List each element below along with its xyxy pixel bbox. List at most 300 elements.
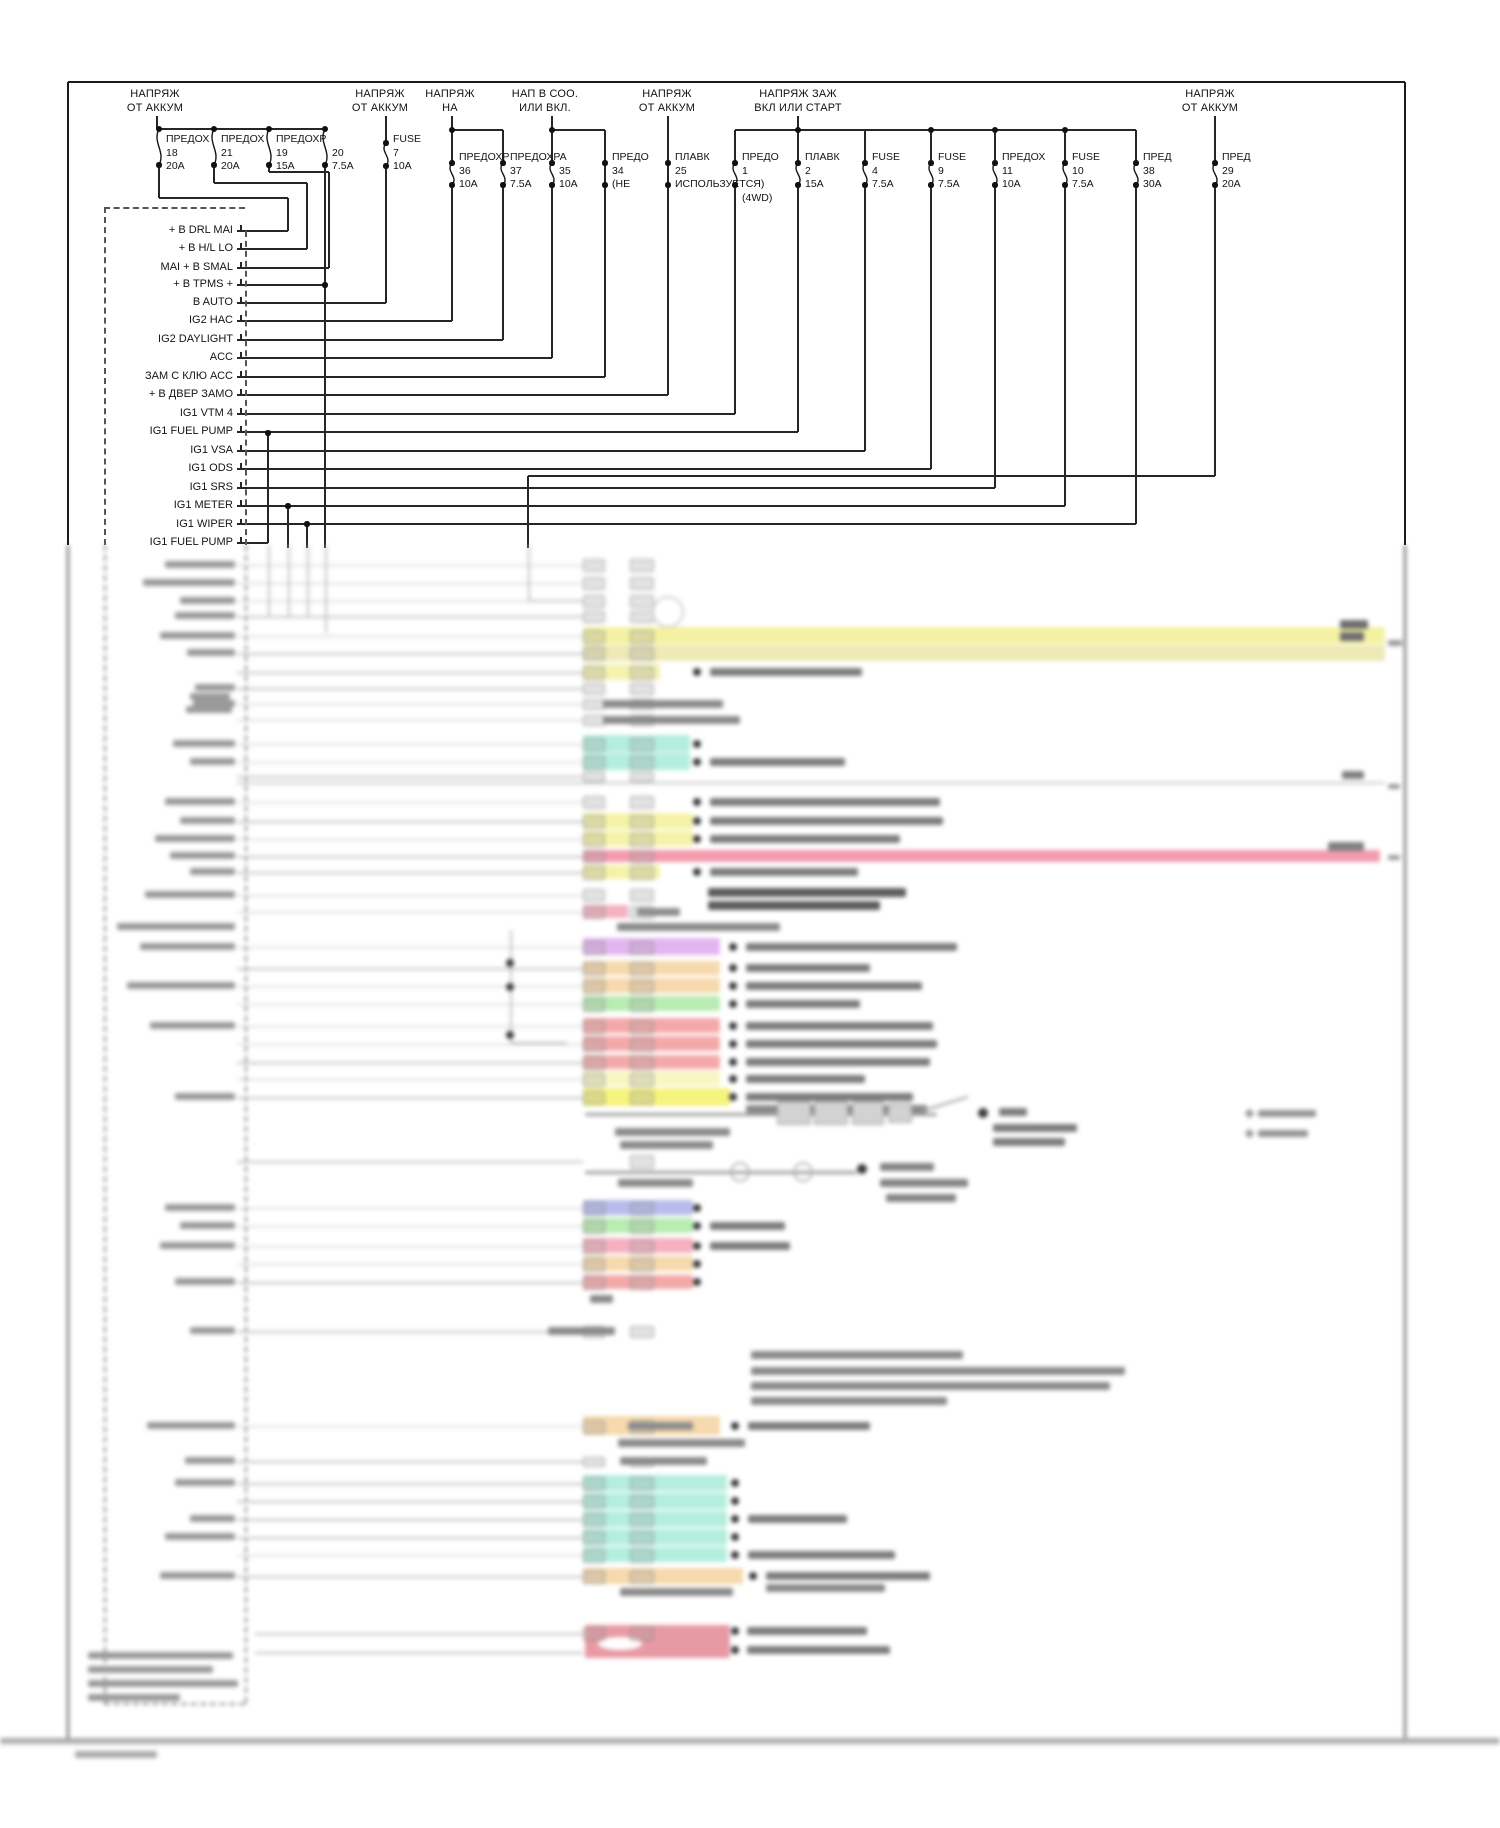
connector-pin-box — [630, 962, 654, 976]
connector-pin-box — [583, 1549, 605, 1563]
pin-label-tick — [240, 297, 242, 303]
blur-junction-line — [585, 1113, 937, 1116]
connector-pin-box — [630, 1326, 654, 1338]
connector-pin-box — [583, 738, 605, 752]
wire-segment — [797, 130, 799, 163]
fuse-label: 10A — [1002, 178, 1021, 190]
fuse-label: FUSE — [938, 151, 967, 163]
blur-pin-label — [175, 1093, 235, 1100]
blur-footer-text — [88, 1666, 213, 1673]
connector-pin-box — [630, 1056, 654, 1070]
wire-segment — [237, 487, 995, 489]
connector-pin-box — [583, 1091, 605, 1105]
blur-wire-v — [528, 545, 530, 600]
fuse-label: 34 — [612, 164, 624, 177]
wire-segment — [994, 185, 996, 488]
blur-pin-label — [190, 1515, 235, 1522]
connector-pin-box — [583, 866, 605, 880]
wire-segment — [734, 185, 736, 414]
blur-wire — [237, 1226, 583, 1228]
blur-wire — [237, 1079, 583, 1081]
blur-text-bar — [710, 668, 862, 676]
blur-end-label — [1388, 640, 1402, 646]
bus-node-dot — [211, 126, 217, 132]
fuse-terminal-dot — [549, 182, 554, 187]
connector-pin-box — [630, 866, 654, 880]
wire-segment — [864, 185, 866, 451]
frame-left — [67, 82, 70, 545]
fuse-label: 10A — [459, 178, 478, 190]
blur-wire — [237, 1062, 583, 1064]
fuse-terminal-dot — [211, 162, 216, 167]
connector-pin-box — [583, 715, 605, 726]
connector-pin-box — [630, 1258, 654, 1272]
blur-text-bar — [618, 1439, 745, 1447]
blur-pin-label — [160, 1242, 235, 1249]
supply-header-line2: НА — [442, 101, 458, 114]
wire-segment — [734, 130, 736, 163]
blur-junction-dot — [749, 1572, 757, 1580]
connector-pin-box — [630, 1220, 654, 1234]
connector-pin-box — [630, 1495, 654, 1509]
frame-right — [1404, 82, 1407, 545]
pin-label-tick — [240, 279, 242, 285]
fuse-terminal-dot — [500, 182, 505, 187]
connector-pin-box — [583, 683, 605, 695]
wire-segment — [306, 183, 308, 249]
blur-connector-symbol — [814, 1101, 848, 1125]
fuse-label: 20A — [166, 160, 185, 172]
wire-segment — [237, 505, 1065, 507]
supply-header-line1: НАПРЯЖ ЗАЖ — [759, 88, 837, 100]
connector-pin-box — [583, 906, 605, 919]
blur-junction-dot — [693, 668, 701, 676]
bus-node-dot — [795, 127, 801, 133]
blur-junction-dot — [729, 1093, 737, 1101]
blur-wire — [237, 1537, 583, 1539]
pin-label: ACC — [209, 351, 233, 363]
connector-pin-box — [630, 1477, 654, 1491]
supply-header-line2: ОТ АККУМ — [126, 101, 184, 114]
fuse-terminal-dot — [1133, 182, 1138, 187]
fuse-label: 7.5A — [872, 178, 894, 190]
dashed-box-top — [104, 207, 245, 209]
connector-pin-box — [630, 1073, 654, 1087]
blur-text-bar — [886, 1194, 956, 1202]
connector-pin-box — [583, 1056, 605, 1070]
wire-segment — [1214, 185, 1216, 476]
blur-text-bar — [710, 817, 943, 825]
blur-junction-dot — [693, 817, 701, 825]
wire-segment — [797, 185, 799, 432]
fuse-label: 1 — [742, 164, 748, 177]
blur-inline-label — [637, 908, 680, 916]
fuse-label: 7.5A — [938, 178, 960, 190]
pin-label: IG2 DAYLIGHT — [158, 333, 233, 345]
blur-diagonal-wire — [922, 1096, 968, 1112]
fuse-terminal-dot — [322, 282, 327, 287]
blur-wire — [237, 856, 583, 858]
connector-pin-box — [583, 756, 605, 770]
connector-pin-box — [630, 980, 654, 994]
blur-end-label — [1388, 855, 1400, 860]
pin-label: IG1 VTM 4 — [179, 407, 233, 419]
fuse-label: (4WD) — [742, 192, 773, 204]
connector-pin-box — [630, 1276, 654, 1290]
fuse-terminal-dot — [602, 160, 607, 165]
pin-label-tick — [240, 426, 242, 432]
fuse-label: 37 — [510, 164, 522, 177]
wire-segment — [237, 376, 605, 378]
fuse-terminal-dot — [665, 160, 670, 165]
frame-left-blur — [67, 545, 70, 1738]
blur-text-bar — [766, 1584, 885, 1592]
supply-header-line1: НАПРЯЖ — [355, 88, 405, 100]
wire-segment — [930, 185, 932, 469]
wire-segment — [237, 357, 552, 359]
connector-pin-box — [583, 1073, 605, 1087]
wire-segment — [452, 129, 503, 131]
blur-footer-text — [88, 1680, 238, 1687]
legend-diamond-icon — [1245, 1129, 1255, 1139]
fuse-terminal-dot — [992, 182, 997, 187]
fuse-label: 19 — [276, 146, 288, 159]
blur-junction-dot — [693, 1204, 701, 1212]
bus-node-dot — [928, 127, 934, 133]
pin-label: IG1 VSA — [190, 444, 233, 456]
blur-text-bar — [880, 1163, 934, 1171]
connector-pin-box — [630, 889, 654, 902]
wire-segment — [604, 130, 606, 163]
fuse-label: 7.5A — [510, 178, 532, 190]
blur-pin-label — [187, 649, 235, 656]
blur-text-bar — [710, 758, 845, 766]
wire-segment — [213, 165, 215, 183]
wire-segment — [237, 468, 931, 470]
blur-wire — [237, 1483, 583, 1485]
wire-segment — [214, 182, 307, 184]
fuse-terminal-dot — [1062, 160, 1067, 165]
blur-text-bar — [620, 1588, 733, 1596]
pin-label: MAI + B SMAL — [160, 261, 233, 273]
supply-header-line1: НАПРЯЖ — [642, 88, 692, 100]
blur-junction-dot — [693, 1242, 701, 1250]
connector-pin-box — [583, 1477, 605, 1491]
connector-pin-box — [630, 998, 654, 1012]
blur-wire — [237, 653, 583, 655]
wire-segment — [385, 116, 387, 143]
blur-text-bar — [751, 1367, 1125, 1375]
fuse-label: 25 — [675, 164, 687, 177]
connector-pin-box — [630, 833, 654, 847]
blur-wire-h — [510, 1042, 567, 1044]
fuse-label: FUSE — [872, 151, 901, 163]
wire-color-row — [583, 645, 1385, 661]
fuse-terminal-dot — [449, 160, 454, 165]
blur-pin-label — [155, 835, 235, 842]
blur-wire — [237, 947, 583, 949]
supply-header-line2: ОТ АККУМ — [1181, 101, 1239, 114]
blur-text-bar — [880, 1179, 968, 1187]
wire-segment — [552, 129, 605, 131]
connector-pin-box — [630, 1038, 654, 1052]
fuse-terminal-dot — [665, 182, 670, 187]
blur-junction-dot — [506, 1031, 514, 1039]
connector-pin-box — [630, 1531, 654, 1545]
supply-header-line2: ОТ АККУМ — [638, 101, 696, 114]
blur-pin-label — [173, 740, 235, 747]
connector-pin-box — [630, 630, 654, 644]
blur-pin-label — [150, 1022, 235, 1029]
wire-segment — [451, 130, 453, 163]
fuse-label: 29 — [1222, 164, 1234, 177]
wire-color-row — [583, 850, 1380, 862]
blur-text-bar — [746, 964, 870, 972]
blur-text-bar — [615, 1128, 730, 1136]
fuse-terminal-dot — [928, 160, 933, 165]
connector-pin-box — [630, 815, 654, 829]
fuse-label: 18 — [166, 146, 178, 159]
blur-junction-dot — [729, 1075, 737, 1083]
wire-segment — [324, 285, 326, 548]
bus-node-dot — [449, 127, 455, 133]
blur-pin-label — [185, 1457, 235, 1464]
blur-text-bar — [620, 1457, 707, 1465]
blur-text-bar — [590, 1295, 613, 1303]
fuse-label: ПРЕДОХР — [459, 151, 510, 163]
pin-label: IG1 FUEL PUMP — [149, 425, 233, 437]
blur-text-bar — [751, 1382, 1110, 1390]
frame-right-blur — [1404, 545, 1407, 1738]
blur-wire-v — [307, 545, 309, 616]
wire-segment — [1064, 130, 1066, 163]
fuse-label: FUSE — [1072, 151, 1101, 163]
blur-junction-dot — [506, 959, 514, 967]
pin-label: + В ДВЕР ЗАМО — [148, 388, 233, 400]
connector-pin-box — [583, 998, 605, 1012]
pin-label-tick — [240, 243, 242, 249]
blur-wire — [237, 821, 583, 823]
connector-pin-box — [630, 611, 654, 623]
blur-text-bar — [708, 888, 906, 897]
wire-segment — [237, 320, 452, 322]
blur-wire — [237, 1097, 583, 1099]
pin-label-tick — [240, 537, 242, 543]
connector-pin-box — [630, 577, 654, 590]
blur-wire — [237, 1331, 583, 1333]
blur-text-bar — [746, 1075, 865, 1083]
blur-junction-dot — [729, 982, 737, 990]
blur-wire — [237, 762, 583, 764]
blur-wire — [237, 872, 583, 874]
blur-pin-label — [160, 632, 235, 639]
blur-junction-dot — [506, 983, 514, 991]
blur-pin-label — [127, 982, 235, 989]
fuse-terminal-dot — [862, 182, 867, 187]
blur-wire — [255, 1633, 583, 1635]
pin-label-tick — [240, 463, 242, 469]
fuse-terminal-dot — [322, 162, 327, 167]
legend-text-bar — [1258, 1110, 1316, 1117]
connector-pin-box — [583, 1627, 605, 1641]
blur-text-bar — [746, 1093, 913, 1101]
connector-pin-box — [583, 1457, 605, 1467]
blur-wire — [237, 744, 583, 746]
pin-label: + B H/L LO — [178, 242, 233, 254]
blur-connector-symbol — [888, 1103, 912, 1123]
blur-end-label — [1340, 620, 1368, 629]
wire-segment — [237, 450, 865, 452]
wire-segment — [527, 476, 529, 548]
page-bottom-edge-shadow — [0, 1743, 1500, 1745]
blur-footer-text — [75, 1751, 157, 1758]
fuse-label: ПРЕДОХР — [276, 133, 327, 145]
blur-long-wire — [237, 782, 1385, 784]
fuse-label: ПРЕДОХ — [166, 133, 210, 145]
blur-wire — [255, 1652, 583, 1654]
blur-text-bar — [710, 798, 940, 806]
blur-pin-label — [147, 1422, 235, 1429]
blur-junction-dot — [693, 868, 701, 876]
fuse-terminal-dot — [1062, 182, 1067, 187]
blur-wire — [237, 1282, 583, 1284]
connector-pin-box — [583, 851, 605, 863]
wire-segment — [1214, 116, 1216, 163]
blur-footer-text — [88, 1652, 233, 1659]
supply-header — [1130, 88, 1290, 115]
blur-wire — [237, 1426, 583, 1428]
fuse-terminal-dot — [285, 503, 290, 508]
blur-wire — [237, 1576, 583, 1578]
wire-segment — [287, 506, 289, 548]
blur-pin-label — [180, 817, 235, 824]
pin-label: IG2 HAC — [188, 314, 233, 326]
fuse-terminal-dot — [862, 160, 867, 165]
blur-wire — [237, 1246, 583, 1248]
frame-top — [68, 81, 1405, 84]
legend-text-bar — [1258, 1130, 1308, 1137]
connector-pin-box — [583, 1038, 605, 1052]
pin-label: + B DRL MAI — [168, 224, 233, 236]
pin-label-tick — [240, 482, 242, 488]
wire-color-row — [583, 1568, 743, 1584]
blur-wire — [237, 704, 583, 706]
blur-connector-symbol — [852, 1101, 884, 1125]
blur-pin-label — [140, 943, 235, 950]
blur-text-bar — [710, 1222, 785, 1230]
supply-header-line2: ОТ АККУМ — [351, 101, 409, 114]
fuse-terminal-dot — [602, 182, 607, 187]
fuse-label: 21 — [221, 146, 233, 159]
wire-segment — [287, 198, 289, 231]
connector-pin-box — [630, 738, 654, 752]
blur-junction-line — [585, 1171, 857, 1174]
connector-pin-box — [630, 1202, 654, 1216]
blur-wire — [237, 1519, 583, 1521]
blur-pin-label — [180, 1222, 235, 1229]
wire-segment — [551, 185, 553, 358]
blur-wire — [237, 912, 583, 914]
blur-pin-label — [175, 1479, 235, 1486]
wire-segment — [930, 130, 932, 163]
connector-pin-box — [583, 559, 605, 572]
connector-pin-box — [630, 1549, 654, 1563]
wire-segment — [237, 394, 668, 396]
fuse-label: 20A — [221, 160, 240, 172]
connector-pin-box — [630, 756, 654, 770]
fuse-label: 11 — [1002, 164, 1013, 177]
blur-junction-dot — [729, 1040, 737, 1048]
connector-pin-box — [583, 1513, 605, 1527]
blur-junction-dot — [693, 758, 701, 766]
connector-pin-box — [583, 666, 605, 680]
pin-label-tick — [240, 445, 242, 451]
blur-inline-label — [628, 1422, 693, 1430]
connector-pin-box — [583, 1202, 605, 1216]
blur-wire — [237, 1004, 583, 1006]
wire-segment — [237, 413, 735, 415]
pin-label: + B TPMS + — [173, 278, 233, 290]
fuse-label: 20A — [1222, 178, 1241, 190]
blur-wire — [237, 1161, 583, 1163]
blur-wire — [237, 672, 583, 674]
dashed-box-right — [245, 231, 247, 545]
blur-junction-dot — [693, 798, 701, 806]
wire-segment — [158, 165, 160, 198]
fuse-label: 15A — [276, 160, 295, 172]
connector-pin-box — [583, 630, 605, 644]
connector-pin-box — [583, 1240, 605, 1254]
connector-pin-box — [630, 851, 654, 863]
blur-junction-dot — [729, 1022, 737, 1030]
fuse-terminal-dot — [383, 163, 388, 168]
pin-label-tick — [240, 315, 242, 321]
supply-header-line1: НАП В СОО. — [511, 88, 579, 100]
blur-junction-dot — [729, 943, 737, 951]
blur-junction-dot — [731, 1533, 739, 1541]
blur-text-bar — [766, 1572, 930, 1580]
blur-junction-dot — [731, 1422, 739, 1430]
wire-segment — [237, 339, 503, 341]
connector-pin-box — [630, 1240, 654, 1254]
blur-junction-dot — [731, 1479, 739, 1487]
fuse-label: 7.5A — [332, 160, 354, 172]
wire-segment — [451, 185, 453, 321]
blur-junction-dot — [693, 740, 701, 748]
connector-pin-box — [583, 1276, 605, 1290]
fuse-terminal-dot — [383, 140, 388, 145]
pin-label-tick — [240, 519, 242, 525]
blur-text-bar — [748, 1515, 847, 1523]
blur-wire — [237, 895, 583, 897]
wire-segment — [604, 185, 606, 377]
blur-wire — [237, 688, 583, 690]
blur-wire-v — [325, 545, 327, 633]
connector-pin-box — [630, 595, 654, 608]
fuse-label: ПРЕДО — [742, 151, 779, 163]
blur-wire — [237, 986, 583, 988]
blur-wire — [237, 776, 583, 778]
connector-pin-box — [630, 559, 654, 572]
fuse-symbol — [151, 129, 167, 165]
blur-text-bar — [748, 1422, 870, 1430]
fuse-label: 15A — [805, 178, 824, 190]
fuse-label: 38 — [1143, 164, 1155, 177]
fuse-terminal-dot — [992, 160, 997, 165]
blur-junction-dot — [729, 1058, 737, 1066]
supply-header-line1: НАПРЯЖ — [1185, 88, 1235, 100]
blur-pin-label — [175, 612, 235, 619]
